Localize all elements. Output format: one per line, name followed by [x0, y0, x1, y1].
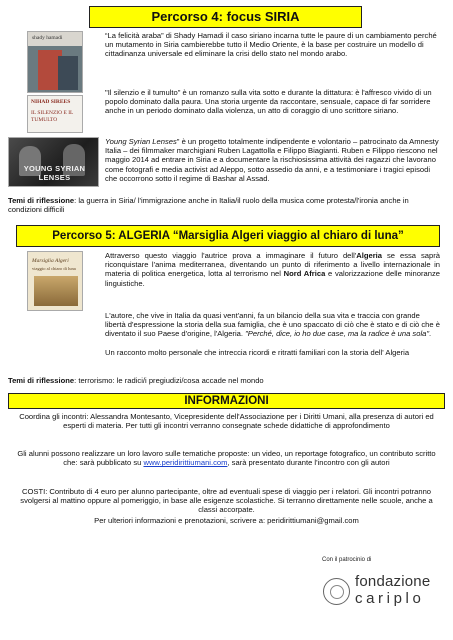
info-paragraph-contact: Per ulteriori informazioni e prenotazioni, scrivere a: peridirittiumani@gmail.com: [94, 516, 359, 525]
book1-description: “La felicità araba” di Shady Hamadi il caso siriano incarna tutte le paure di un cambiamento perché un mutamento in Siria cambierebbe tutto il Medio Oriente, è la base per costruire un modello di cittadinanza universale ed eliminare la crisi dello stato nel mondo arabo.: [105, 31, 437, 59]
themes-text: : terrorismo: le radici/i pregiudizi/cosa accade nel mondo: [74, 376, 264, 385]
info-paragraph-costs: COSTI: Contributo di 4 euro per alunno partecipante, oltre ad eventuali spese di viaggio per i relatori. Gli incontri potranno svolgersi al mattino oppure al pomeriggio, in base alle esigenze scolastiche. Si terranno direttamente nelle scuole, anche a classi accorpate.: [20, 487, 433, 515]
fondazione-cariplo-logo: [323, 574, 448, 614]
website-link[interactable]: www.peridirittiumani.com: [143, 458, 228, 468]
section5-paragraph-3: Un racconto molto personale che intreccia ricordi e ritratti familiari con la storia dell' Algeria: [105, 348, 410, 357]
logo-emblem-icon: [323, 578, 350, 605]
book-cover-il-silenzio-e-il-tumulto: [27, 95, 83, 133]
book-cover-title: Marsiglia Algeri: [32, 258, 69, 264]
book2-description: "Il silenzio e il tumulto" è un romanzo sulla vita sotto e durante la dittatura: è l'affresco vivido di un popolo dominato dalla paura. Una storia urgente da raccontare, sensuale, capace di far sorridere anche in un periodo dominato dalla violenza, un atto di coraggio di uno scrittore siriano.: [105, 88, 432, 116]
project-description: [105, 137, 440, 183]
logo-text-line1: fondazione: [355, 573, 431, 590]
book-cover-author: shady hamadi: [32, 35, 63, 41]
themes-label: Temi di riflessione: [8, 196, 75, 205]
section5-paragraph-2: L'autore, che vive in Italia da quasi vent'anni, fa un bilancio della sua vita e traccia con grande libertà d'espressione la storia della sua famiglia, che è uno spaccato di ciò che è stato e di ciò che è diventato il suo Paese d'origine, l'Algeria. "Perché, dice, io ho due case, ma la radice è una sola".: [105, 311, 440, 339]
book-cover-subtitle: viaggio al chiaro di luna: [32, 266, 76, 271]
patronage-label: Con il patrocinio di: [322, 557, 372, 563]
book-cover-title: IL SILENZIO E IL TUMULTO: [31, 110, 74, 123]
section5-themes: [8, 376, 443, 385]
book-cover-la-felicita-araba: [27, 31, 83, 93]
info-heading: INFORMAZIONI: [8, 393, 445, 409]
project-text: " è un progetto totalmente indipendente e volontario – patrocinato da Amnesty Italia – dei filmmaker marchigiani Ruben Lagattolla e Filippo Biagianti. Ruben e Filippo riescono nel maggio 2014 ad entrare in Siria e a documentare la rischiosissima attività dei ragazzi che lavorano come fotografi e media activist ad Aleppo, sotto assedio da anni, e a testimoniare i tragici episodi che occorrono sotto il regime di Bashar al Assad.: [105, 137, 439, 183]
logo-text-line2: cariplo: [355, 590, 425, 607]
themes-label: Temi di riflessione: [8, 376, 75, 385]
info-paragraph-coordinator: Coordina gli incontri: Alessandra Montesanto, Vicepresidente dell'Associazione per i Diritti Umani, alla presenza di autori ed esperti di materia. Per tutti gli incontri verranno consegnate schede didattiche di approfondimento: [19, 412, 434, 431]
project-title: Young Syrian Lenses: [105, 137, 177, 146]
info-paragraph-student-work: Gli alunni possono realizzare un loro lavoro sulle tematiche proposte: un video, un reportage fotografico, un contributo scritto che: sarà pubblicato su www.peridirittiumani.com, sarà presentato durante l'incontro con gli autori: [17, 449, 436, 468]
themes-text: : la guerra in Siria/ l'immigrazione anche in Italia/il ruolo della musica come protesta/l'ironia anche in condizioni difficili: [8, 196, 409, 215]
section5-paragraph-1: Attraverso questo viaggio l'autrice prova a immaginare il futuro dell'Algeria se essa saprà riconquistare l'anima mediterranea, diventando un punto di riferimento a livello internazionale in materia di politica energetica, lotta al terrorismo nel Nord Africa e valorizzazione delle minoranze linguistiche.: [105, 251, 440, 288]
section5-heading: Percorso 5: ALGERIA “Marsiglia Algeri viaggio al chiaro di luna”: [16, 225, 440, 247]
book-cover-marsiglia-algeri: [27, 251, 83, 311]
section4-heading: Percorso 4: focus SIRIA: [89, 6, 362, 28]
project-image-young-syrian-lenses: [8, 137, 99, 187]
project-image-caption: YOUNG SYRIAN LENSES: [23, 164, 86, 182]
section4-themes: [8, 196, 443, 214]
book-cover-author: NIHAD SIREES: [31, 99, 71, 105]
